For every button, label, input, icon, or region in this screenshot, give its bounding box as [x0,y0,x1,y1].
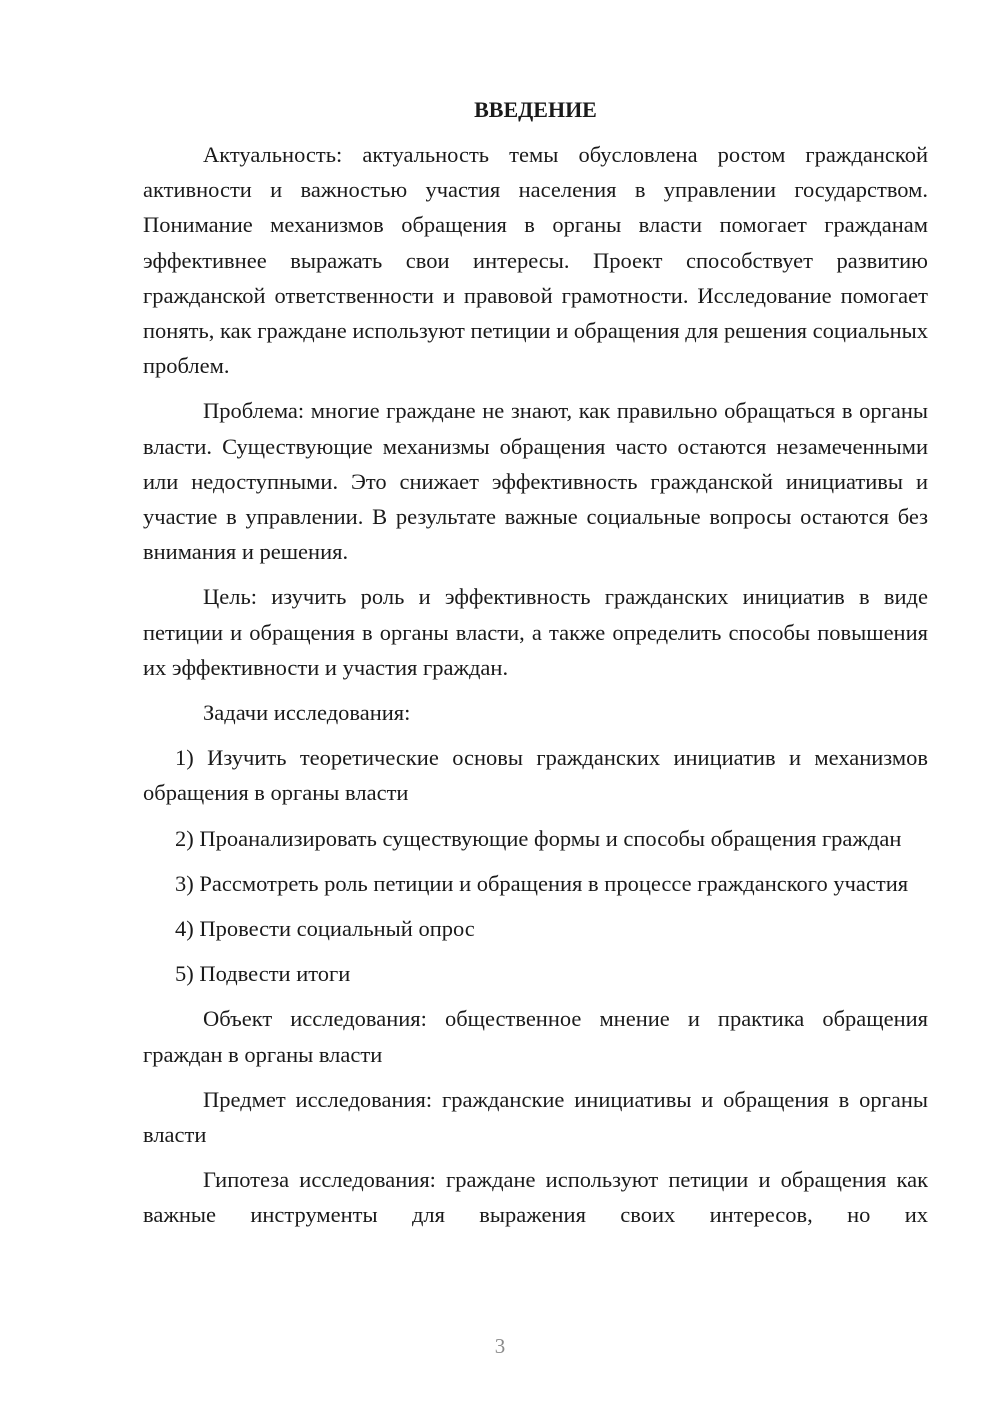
tasks-heading: Задачи исследования: [203,700,411,726]
task-item-4: 4) Провести социальный опрос [175,916,475,942]
section-title: ВВЕДЕНИЕ [474,97,597,122]
relevance-paragraph: Актуальность: актуальность темы обусловлена ростом гражданской активности и важностью участия населения в управлении государством. Понимание механизмов обращения в органы власти помогает гражданам эффективнее выражать свои интересы. Проект способствует развитию гражданской ответственности и правовой грамотности. Исследование помогает понять, как граждане используют петиции и обращения для решения социальных проблем. [143,142,928,379]
task-item-5: 5) Подвести итоги [175,961,351,987]
task-item-2: 2) Проанализировать существующие формы и способы обращения граждан [175,825,902,851]
object-paragraph: Объект исследования: общественное мнение и практика обращения граждан в органы власти [143,1006,928,1067]
subject-paragraph: Предмет исследования: гражданские инициативы и обращения в органы власти [143,1086,928,1148]
task-item-1: 1) Изучить теоретические основы гражданских инициатив и механизмов обращения в органы власти [143,745,928,806]
task-item-3: 3) Рассмотреть роль петиции и обращения в процессе гражданского участия [175,870,909,896]
problem-paragraph: Проблема: многие граждане не знают, как правильно обращаться в органы власти. Существующие механизмы обращения часто остаются незамеченными или недоступными. Это снижает эффективность гражданской инициативы и участие в управлении. В результате важные социальные вопросы остаются без внимания и решения. [143,398,928,565]
page-number: 3 [494,1334,506,1358]
page-content [143,92,928,1233]
goal-paragraph: Цель: изучить роль и эффективность гражданских инициатив в виде петиции и обращения в органы власти, а также определить способы повышения их эффективности и участия граждан. [143,584,928,680]
hypothesis-paragraph: Гипотеза исследования: граждане используют петиции и обращения как важные инструменты для выражения своих интересов, но их [143,1167,928,1228]
